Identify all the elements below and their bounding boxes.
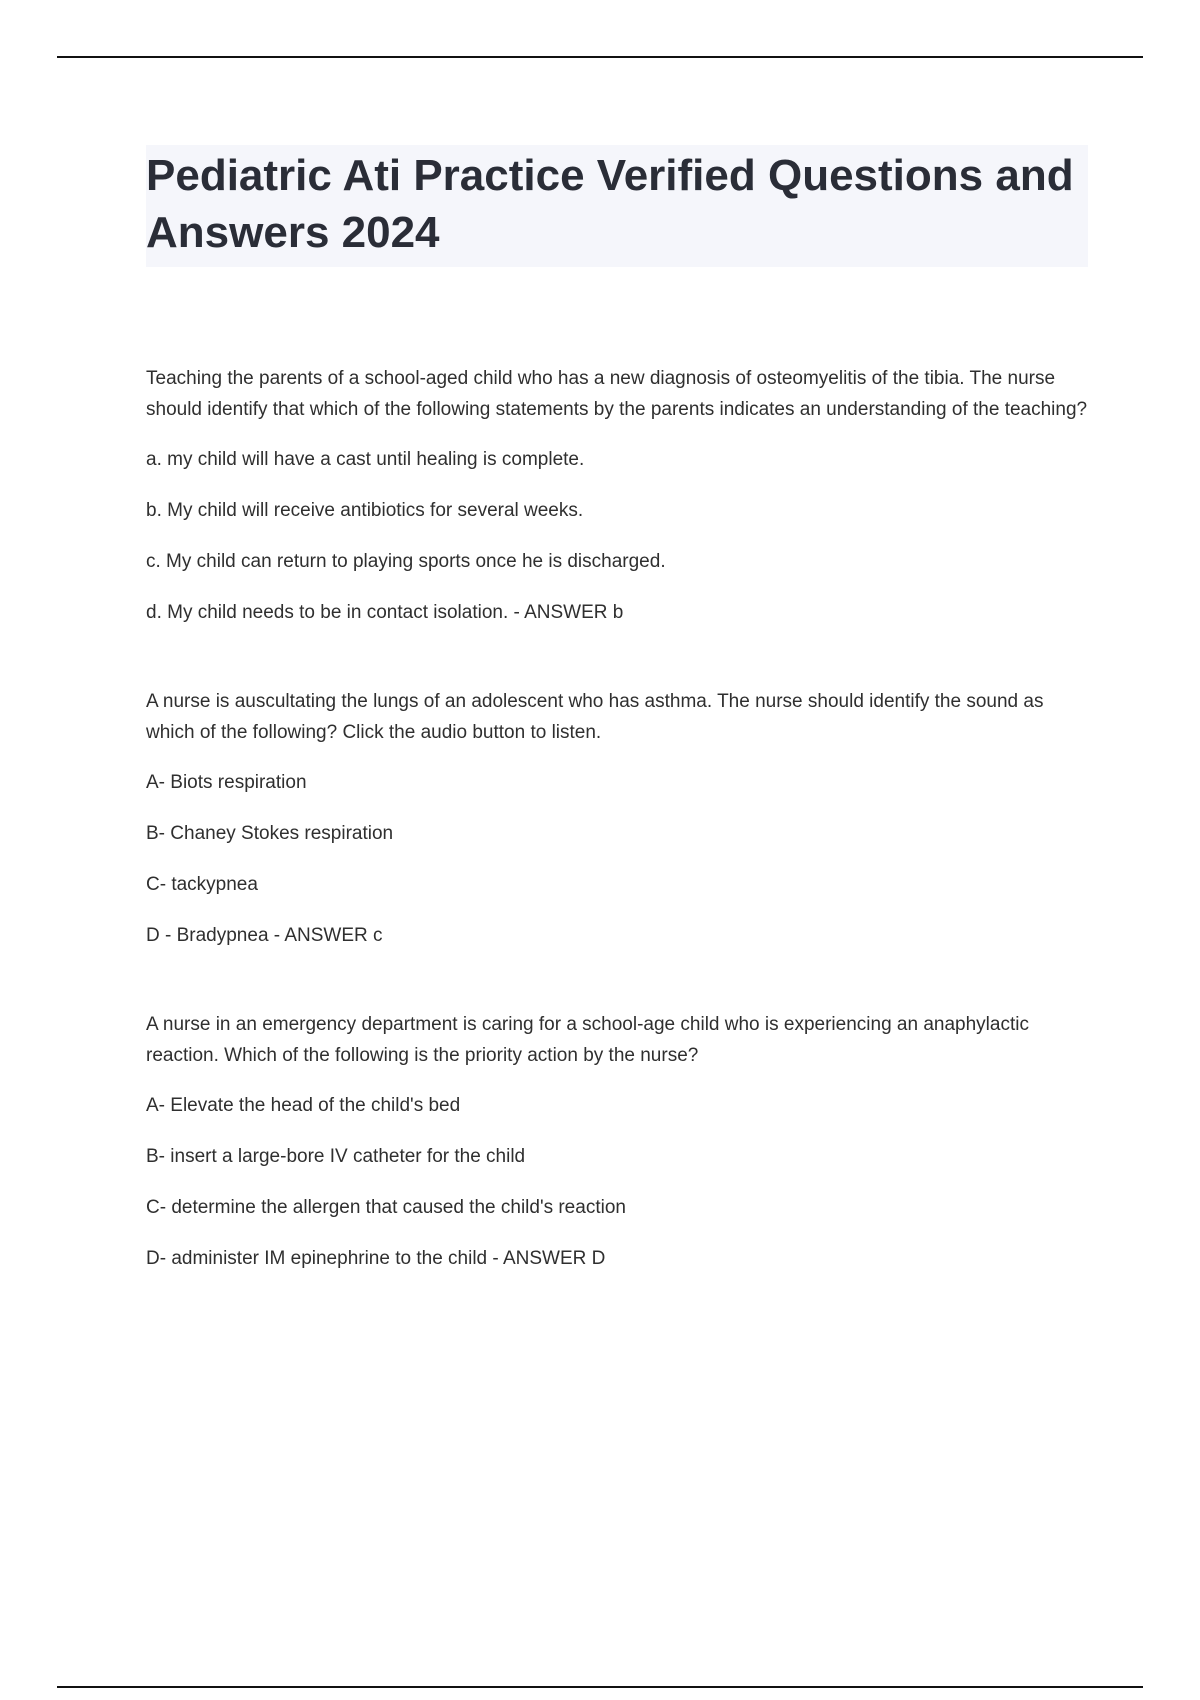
- question-2-option-c: C- tackypnea: [146, 874, 258, 895]
- question-3-option-c: C- determine the allergen that caused the child's reaction: [146, 1197, 626, 1218]
- question-2-option-a: A- Biots respiration: [146, 772, 307, 793]
- question-list: [146, 363, 1088, 1274]
- header-rule: [57, 56, 1143, 58]
- question-3-option-a: A- Elevate the head of the child's bed: [146, 1095, 461, 1116]
- question-3-option-d: D- administer IM epinephrine to the child - ANSWER D: [146, 1248, 606, 1269]
- question-1-option-d: d. My child needs to be in contact isolation. - ANSWER b: [146, 602, 624, 623]
- question-1: [146, 363, 1088, 628]
- document-body: [146, 145, 1088, 1332]
- question-2-option-b: B- Chaney Stokes respiration: [146, 823, 394, 844]
- question-1-option-c: c. My child can return to playing sports once he is discharged.: [146, 551, 666, 572]
- question-2: [146, 686, 1088, 951]
- question-2-text: A nurse is auscultating the lungs of an adolescent who has asthma. The nurse should identify the sound as which of the following? Click the audio button to listen.: [146, 691, 1044, 743]
- title-block: [146, 145, 1088, 267]
- document-title: Pediatric Ati Practice Verified Questions and Answers 2024: [146, 151, 1074, 257]
- footer-rule: [57, 1686, 1143, 1688]
- question-3: [146, 1009, 1088, 1274]
- question-1-text: Teaching the parents of a school-aged child who has a new diagnosis of osteomyelitis of the tibia. The nurse should identify that which of the following statements by the parents indicates an understanding of the teaching?: [146, 368, 1088, 420]
- question-1-option-a: a. my child will have a cast until healing is complete.: [146, 449, 585, 470]
- question-1-option-b: b. My child will receive antibiotics for several weeks.: [146, 500, 584, 521]
- question-3-text: A nurse in an emergency department is caring for a school-age child who is experiencing an anaphylactic reaction. Which of the following is the priority action by the nurse?: [146, 1014, 1029, 1066]
- question-3-option-b: B- insert a large-bore IV catheter for the child: [146, 1146, 526, 1167]
- question-2-option-d: D - Bradypnea - ANSWER c: [146, 925, 383, 946]
